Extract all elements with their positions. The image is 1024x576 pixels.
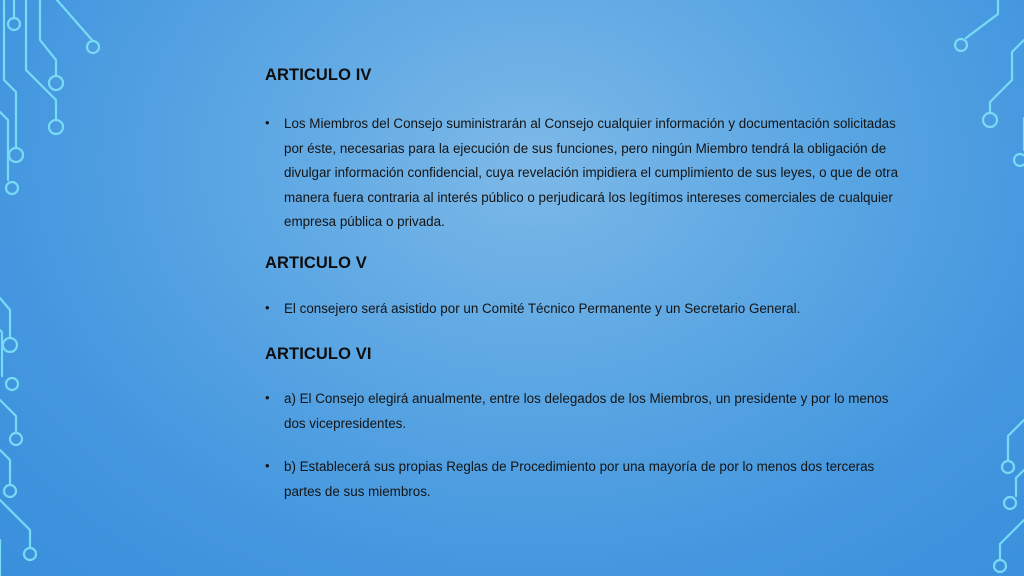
- bullet-text: a) El Consejo elegirá anualmente, entre los delegados de los Miembros, un presidente y por lo menos dos vicepresidentes.: [284, 391, 889, 431]
- bullet-icon: •: [265, 299, 270, 315]
- slide-content: [265, 66, 905, 504]
- bullet-text: Los Miembros del Consejo suministrarán al Consejo cualquier información y documentación solicitadas por éste, necesarias para la ejecución de sus funciones, pero ningún Miembro tendrá la obligación de divulgar información confidencial, cuya revelación impidiera el cumplimiento de sus leyes, o que de otra manera fuera contraria al interés público o perjudicará los legítimos intereses comerciales de cualquier empresa pública o privada.: [284, 116, 899, 229]
- bullet-text: El consejero será asistido por un Comité Técnico Permanente y un Secretario General.: [284, 300, 801, 316]
- article-iv-bullet: [265, 112, 905, 235]
- article-v-heading: ARTICULO V: [265, 253, 367, 272]
- article-vi-bullet-a: [265, 387, 905, 436]
- article-iv-heading: ARTICULO IV: [265, 66, 372, 84]
- bullet-icon: •: [265, 115, 270, 130]
- article-vi-heading: ARTICULO VI: [265, 345, 372, 363]
- bullet-icon: •: [265, 390, 270, 405]
- article-vi-bullet-b: [265, 455, 905, 504]
- bullet-icon: •: [265, 458, 270, 473]
- bullet-text: b) Establecerá sus propias Reglas de Procedimiento por una mayoría de por lo menos dos terceras partes de sus miembros.: [284, 459, 875, 499]
- article-v-bullet: [265, 297, 905, 322]
